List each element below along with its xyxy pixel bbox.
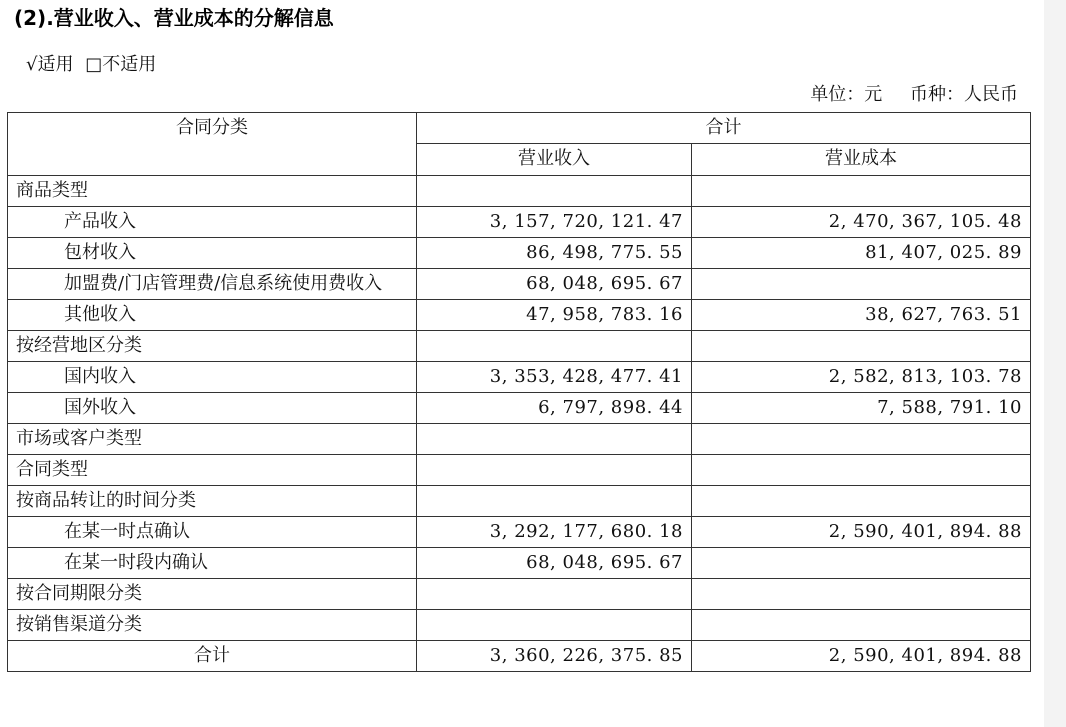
- row-cost: 81, 407, 025. 89: [692, 238, 1031, 269]
- row-label: 包材收入: [8, 238, 417, 269]
- total-cost: 2, 590, 401, 894. 88: [692, 641, 1031, 672]
- row-label: 市场或客户类型: [8, 424, 417, 455]
- row-label: 其他收入: [8, 300, 417, 331]
- row-revenue: 68, 048, 695. 67: [417, 548, 692, 579]
- page-edge-shadow: [1044, 0, 1066, 727]
- row-cost: 7, 588, 791. 10: [692, 393, 1031, 424]
- table-row: [8, 548, 1031, 579]
- row-revenue: 68, 048, 695. 67: [417, 269, 692, 300]
- row-label: 按商品转让的时间分类: [8, 486, 417, 517]
- header-total-group: 合计: [417, 113, 1031, 144]
- table-row: [8, 455, 1031, 486]
- row-revenue: 6, 797, 898. 44: [417, 393, 692, 424]
- total-label: 合计: [8, 641, 417, 672]
- table-row: [8, 610, 1031, 641]
- unit-label: 单位：元: [810, 84, 883, 105]
- row-cost: [692, 455, 1031, 486]
- row-cost: [692, 579, 1031, 610]
- header-revenue: 营业收入: [417, 144, 692, 176]
- row-label: 国内收入: [8, 362, 417, 393]
- section-heading: (2).营业收入、营业成本的分解信息: [14, 6, 334, 30]
- row-revenue: 47, 958, 783. 16: [417, 300, 692, 331]
- row-cost: [692, 610, 1031, 641]
- row-label: 合同类型: [8, 455, 417, 486]
- row-cost: [692, 424, 1031, 455]
- revenue-cost-breakdown-table: [7, 112, 1031, 672]
- row-cost: [692, 269, 1031, 300]
- total-row: [8, 641, 1031, 672]
- table-row: [8, 424, 1031, 455]
- table-row: [8, 300, 1031, 331]
- row-cost: [692, 486, 1031, 517]
- unit-currency-line: [600, 82, 1018, 108]
- table-row: [8, 362, 1031, 393]
- currency-label: 币种：人民币: [910, 84, 1018, 105]
- row-label: 按经营地区分类: [8, 331, 417, 362]
- table-row: [8, 517, 1031, 548]
- row-label: 产品收入: [8, 207, 417, 238]
- row-label: 在某一时段内确认: [8, 548, 417, 579]
- row-revenue: [417, 579, 692, 610]
- row-label: 加盟费/门店管理费/信息系统使用费收入: [8, 269, 417, 300]
- row-revenue: [417, 331, 692, 362]
- total-revenue: 3, 360, 226, 375. 85: [417, 641, 692, 672]
- row-label: 在某一时点确认: [8, 517, 417, 548]
- row-cost: 38, 627, 763. 51: [692, 300, 1031, 331]
- row-revenue: 3, 353, 428, 477. 41: [417, 362, 692, 393]
- row-revenue: [417, 424, 692, 455]
- row-label: 按合同期限分类: [8, 579, 417, 610]
- header-row-1: [8, 113, 1031, 144]
- row-cost: 2, 590, 401, 894. 88: [692, 517, 1031, 548]
- row-cost: 2, 582, 813, 103. 78: [692, 362, 1031, 393]
- row-revenue: 3, 292, 177, 680. 18: [417, 517, 692, 548]
- row-label: 按销售渠道分类: [8, 610, 417, 641]
- row-cost: [692, 548, 1031, 579]
- table-row: [8, 176, 1031, 207]
- row-cost: 2, 470, 367, 105. 48: [692, 207, 1031, 238]
- header-cost: 营业成本: [692, 144, 1031, 176]
- applicable-option: √适用: [26, 54, 74, 75]
- table-row: [8, 207, 1031, 238]
- not-applicable-option: □不适用: [85, 54, 157, 75]
- row-revenue: 86, 498, 775. 55: [417, 238, 692, 269]
- table-row: [8, 269, 1031, 300]
- table-row: [8, 331, 1031, 362]
- row-label: 商品类型: [8, 176, 417, 207]
- row-revenue: [417, 455, 692, 486]
- row-cost: [692, 331, 1031, 362]
- row-cost: [692, 176, 1031, 207]
- table-row: [8, 238, 1031, 269]
- row-revenue: [417, 176, 692, 207]
- row-revenue: [417, 486, 692, 517]
- table-row: [8, 486, 1031, 517]
- row-revenue: 3, 157, 720, 121. 47: [417, 207, 692, 238]
- header-category: 合同分类: [8, 113, 417, 176]
- table-row: [8, 579, 1031, 610]
- row-label: 国外收入: [8, 393, 417, 424]
- applicability-options: [26, 52, 162, 78]
- row-revenue: [417, 610, 692, 641]
- table-row: [8, 393, 1031, 424]
